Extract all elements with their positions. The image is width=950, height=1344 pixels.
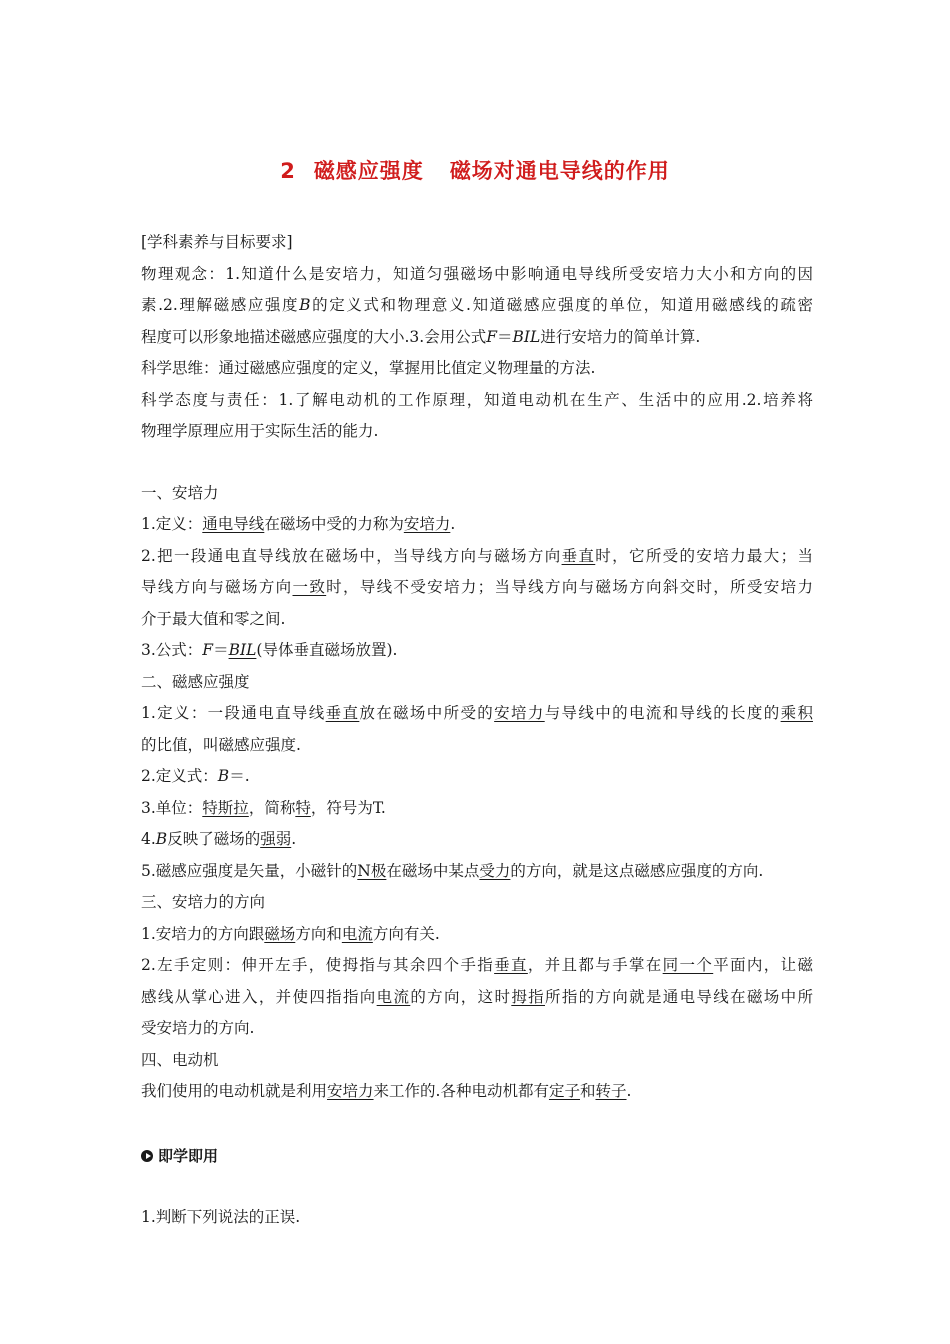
title-part-1: 磁感应强度: [313, 159, 424, 183]
s1-point-2-line-1: 2.把一段通电直导线放在磁场中，当导线方向与磁场方向垂直时，它所受的安培力最大；当: [141, 546, 813, 565]
s3-left-hand-rule-line-2: 感线从掌心进入，并使四指指向电流的方向，这时拇指所指的方向就是通电导线在磁场中所: [141, 987, 813, 1006]
attitude-line-1: 科学态度与责任：1.了解电动机的工作原理，知道电动机在生产、生活中的应用.2.培养将: [141, 390, 813, 409]
section-number: 2: [280, 159, 296, 183]
scientific-thinking: 科学思维：通过磁感应强度的定义，掌握用比值定义物理量的方法.: [141, 359, 596, 377]
s3-left-hand-rule-line-1: 2.左手定则：伸开左手，使拇指与其余四个手指垂直，并且都与手掌在同一个平面内，让磁: [141, 956, 813, 974]
goals-header: [学科素养与目标要求]: [141, 233, 293, 251]
section-2-heading: 二、磁感应强度: [141, 672, 250, 691]
s1-formula: 3.公式：F＝BIL(导体垂直磁场放置).: [141, 641, 398, 659]
page-title: [0, 155, 950, 185]
s2-reflects: 4.B反映了磁场的强弱.: [141, 830, 297, 848]
s2-formula: 2.定义式：B＝.: [141, 767, 250, 785]
section-1-heading: 一、安培力: [141, 483, 219, 502]
attitude-line-2: 物理学原理应用于实际生活的能力.: [141, 422, 379, 440]
physics-concept-line-2: 素.2.理解磁感应强度B的定义式和物理意义.知道磁感应强度的单位，知道用磁感线的疏密: [141, 296, 814, 314]
s3-left-hand-rule-line-3: 受安培力的方向.: [141, 1019, 255, 1037]
s2-vector: 5.磁感应强度是矢量，小磁针的N极在磁场中某点受力的方向，就是这点磁感应强度的方向.: [141, 861, 764, 880]
s4-motor: 我们使用的电动机就是利用安培力来工作的.各种电动机都有定子和转子.: [141, 1082, 632, 1100]
practice-heading: 即学即用: [141, 1141, 813, 1173]
physics-concept-line-3: 程度可以形象地描述磁感应强度的大小.3.会用公式F＝BIL进行安培力的简单计算.: [141, 327, 701, 346]
s2-unit: 3.单位：特斯拉，简称特，符号为T.: [141, 798, 386, 817]
s3-point-1: 1.安培力的方向跟磁场方向和电流方向有关.: [141, 924, 440, 943]
document-body: [141, 227, 813, 1234]
title-part-2: 磁场对通电导线的作用: [449, 159, 670, 183]
s1-point-2-line-2: 导线方向与磁场方向一致时，导线不受安培力；当导线方向与磁场方向斜交时，所受安培力: [141, 578, 813, 596]
s2-definition-line-1: 1.定义：一段通电直导线垂直放在磁场中所受的安培力与导线中的电流和导线的长度的乘积: [141, 704, 813, 722]
play-icon: [141, 1150, 153, 1162]
s1-point-2-line-3: 介于最大值和零之间.: [141, 609, 286, 628]
section-3-heading: 三、安培力的方向: [141, 893, 266, 911]
physics-concept-line-1: 物理观念：1.知道什么是安培力，知道匀强磁场中影响通电导线所受安培力大小和方向的因: [141, 264, 813, 283]
section-4-heading: 四、电动机: [141, 1050, 219, 1069]
practice-question-1: 1.判断下列说法的正误.: [141, 1208, 301, 1226]
s2-definition-line-2: 的比值，叫磁感应强度.: [141, 735, 301, 754]
s1-definition: 1.定义：通电导线在磁场中受的力称为安培力.: [141, 515, 456, 533]
